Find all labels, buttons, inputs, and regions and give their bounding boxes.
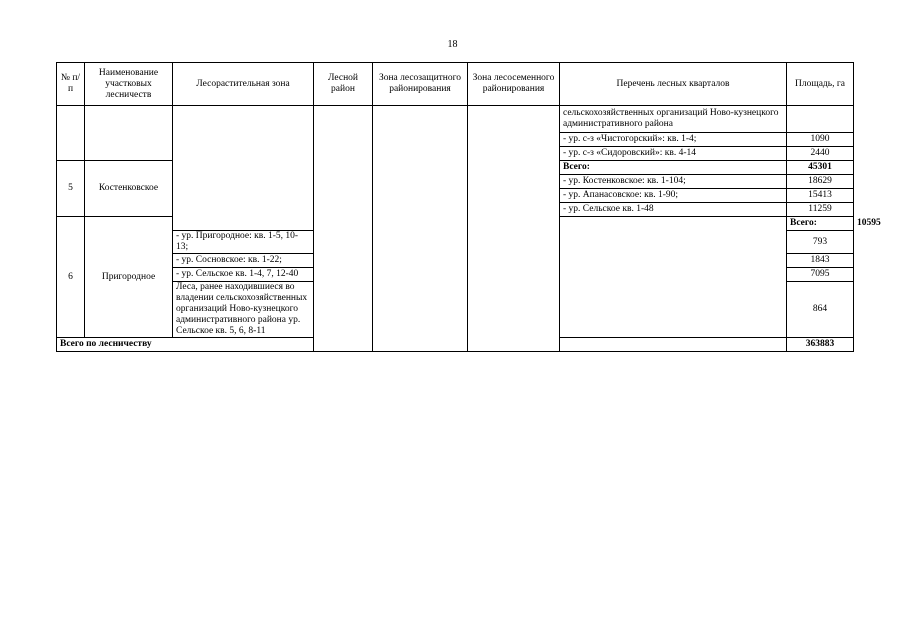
area-cell: 1090	[787, 133, 854, 147]
list-cell: - ур. Сельское кв. 1-48	[560, 203, 787, 217]
header-area: Площадь, га	[787, 63, 854, 106]
forestry-table	[56, 62, 881, 352]
area-cell: 864	[787, 282, 854, 338]
area-cell: 15413	[787, 189, 854, 203]
area-cell: 2440	[787, 147, 854, 161]
list-cell: - ур. Сельское кв. 1-4, 7, 12-40	[173, 268, 314, 282]
area-cell: 11259	[787, 203, 854, 217]
header-zone: Лесорастительная зона	[173, 63, 314, 106]
header-district: Лесной район	[314, 63, 373, 106]
forestry-6-num: 6	[57, 217, 85, 338]
total-area: 363883	[787, 338, 854, 352]
area-cell: 45301	[787, 161, 854, 175]
page-number: 18	[447, 39, 458, 50]
header-list: Перечень лесных кварталов	[560, 63, 787, 106]
table-row: 6 Пригородное Всего: 10595	[57, 217, 854, 231]
area-cell: 18629	[787, 175, 854, 189]
table-header-row	[57, 63, 854, 106]
list-cell: - ур. Сосновское: кв. 1-22;	[173, 254, 314, 268]
cell-district	[314, 106, 373, 352]
forestry-5-name: Костенковское	[85, 161, 173, 217]
cell-name-empty	[85, 106, 173, 161]
cell-seed	[468, 106, 560, 352]
list-cell: - ур. Пригородное: кв. 1-5, 10-13;	[173, 231, 314, 254]
list-cell: Всего:	[787, 217, 854, 231]
forestry-5-num: 5	[57, 161, 85, 217]
cell-zone-a	[173, 106, 314, 231]
header-protect: Зона лесозащитного районирования	[373, 63, 468, 106]
cell-zone-b	[560, 217, 787, 338]
header-seed: Зона лесосеменного районирования	[468, 63, 560, 106]
list-cell: - ур. Апанасовское: кв. 1-90;	[560, 189, 787, 203]
list-cell: Леса, ранее находившиеся во владении сельскохозяйственных организаций Ново-кузнецкого административного района ур. Сельское кв. 5, 6, 8-11	[173, 282, 314, 338]
list-cell: - ур. с-з «Сидоровский»: кв. 4-14	[560, 147, 787, 161]
area-cell: 793	[787, 231, 854, 254]
total-row	[57, 338, 854, 352]
list-cell: - ур. с-з «Чистогорский»: кв. 1-4;	[560, 133, 787, 147]
area-cell: 7095	[787, 268, 854, 282]
header-name: Наименование участковых лесничеств	[85, 63, 173, 106]
header-num: № п/п	[57, 63, 85, 106]
area-cell: 1843	[787, 254, 854, 268]
forestry-6-name: Пригородное	[85, 217, 173, 338]
total-label: Всего по лесничеству	[57, 338, 787, 352]
cell-protect	[373, 106, 468, 352]
list-cell: - ур. Костенковское: кв. 1-104;	[560, 175, 787, 189]
cell-num-empty	[57, 106, 85, 161]
list-cell: Всего:	[560, 161, 787, 175]
list-cell: сельскохозяйственных организаций Ново-кузнецкого административного района	[560, 106, 787, 133]
area-cell	[787, 106, 854, 133]
table-row	[57, 106, 854, 133]
